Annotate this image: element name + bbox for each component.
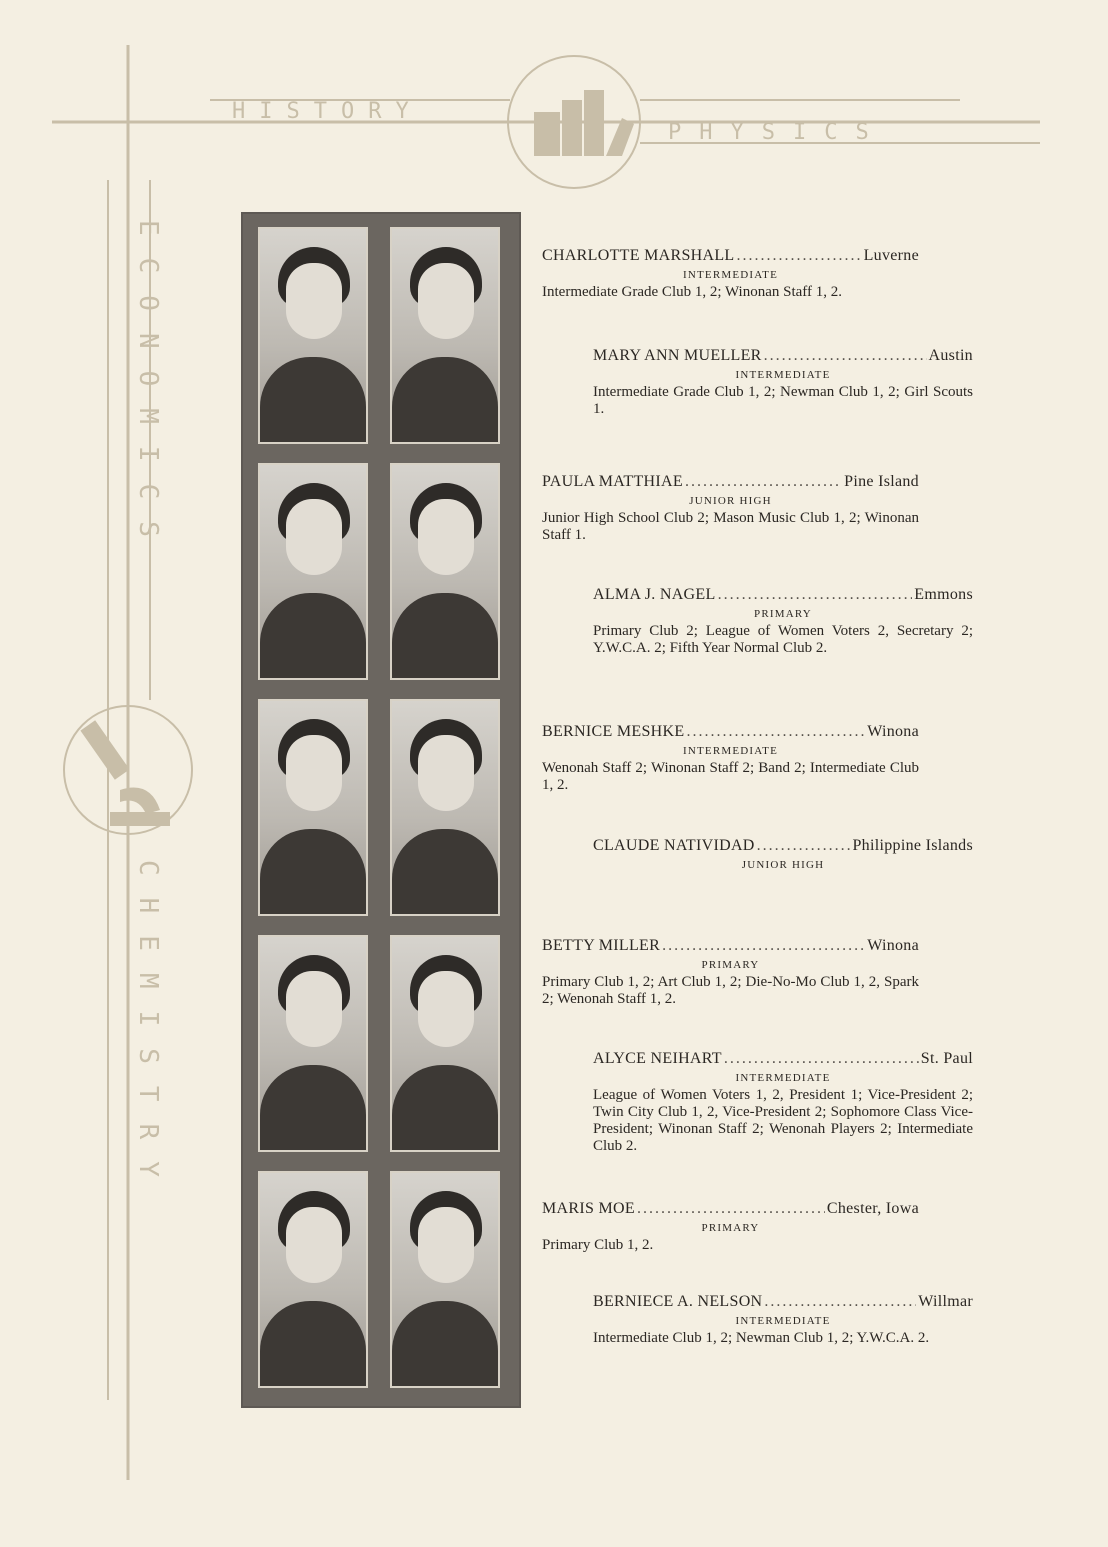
- student-name: CLAUDE NATIVIDAD: [593, 837, 755, 854]
- student-hometown: Pine Island: [844, 473, 919, 490]
- economics-label: ECONOMICS: [133, 220, 163, 559]
- student-entry: [542, 723, 919, 794]
- student-entry: [593, 586, 973, 657]
- portrait-claude-natividad: [390, 699, 500, 916]
- chemistry-label: CHEMISTRY: [133, 860, 163, 1199]
- student-entry: [542, 1200, 919, 1254]
- student-department: INTERMEDIATE: [735, 1315, 831, 1327]
- physics-label: PHYSICS: [668, 120, 887, 145]
- student-hometown: Winona: [867, 723, 919, 740]
- student-hometown: Emmons: [914, 586, 973, 603]
- student-entry: [542, 937, 919, 1008]
- student-entry: [542, 473, 919, 544]
- student-activities: Primary Club 1, 2; Art Club 1, 2; Die-No-Mo Club 1, 2, Spark 2; Wenonah Staff 1, 2.: [542, 974, 919, 1007]
- portrait-charlotte-marshall: [258, 227, 368, 444]
- student-department: INTERMEDIATE: [682, 745, 779, 757]
- student-activities: Intermediate Club 1, 2; Newman Club 1, 2; Y.W.C.A. 2.: [593, 1330, 930, 1346]
- student-department: JUNIOR HIGH: [689, 495, 772, 507]
- student-activities: Intermediate Grade Club 1, 2; Newman Club 1, 2; Girl Scouts 1.: [593, 384, 973, 417]
- student-activities: Primary Club 1, 2.: [542, 1237, 654, 1253]
- portrait-alyce-neihart: [390, 935, 500, 1152]
- student-name: CHARLOTTE MARSHALL: [542, 247, 735, 264]
- student-hometown: Chester, Iowa: [826, 1200, 919, 1217]
- student-department: INTERMEDIATE: [682, 269, 779, 281]
- portrait-paula-matthiae: [258, 463, 368, 680]
- student-name: PAULA MATTHIAE: [542, 473, 683, 490]
- student-entry: [593, 837, 973, 874]
- portrait-mary-ann-mueller: [390, 227, 500, 444]
- student-name: BETTY MILLER: [542, 937, 661, 954]
- student-hometown: St. Paul: [920, 1050, 973, 1067]
- history-label: HISTORY: [232, 99, 423, 124]
- student-hometown: Austin: [928, 347, 973, 364]
- student-department: INTERMEDIATE: [735, 1072, 831, 1084]
- student-activities: Primary Club 2; League of Women Voters 2, Secretary 2; Y.W.C.A. 2; Fifth Year Normal Club 2.: [593, 623, 973, 656]
- student-name: ALYCE NEIHART: [593, 1050, 722, 1067]
- portrait-bernice-meshke: [258, 699, 368, 916]
- student-department: JUNIOR HIGH: [741, 859, 825, 871]
- photo-panel: [241, 212, 521, 1408]
- student-activities: Intermediate Grade Club 1, 2; Winonan Staff 1, 2.: [542, 284, 843, 300]
- portrait-alma-j-nagel: [390, 463, 500, 680]
- student-name: MARIS MOE: [542, 1200, 635, 1217]
- student-department: PRIMARY: [701, 1222, 760, 1234]
- student-department: PRIMARY: [754, 608, 812, 620]
- student-entry: [593, 1293, 973, 1347]
- student-activities: League of Women Voters 1, 2, President 1; Vice-President 2; Twin City Club 1, 2, Vice-President 2; Sophomore Class Vice-President; Winonan Staff 2; Wenonah Players 2; Intermediate Club 2.: [593, 1087, 973, 1154]
- portrait-berniece-a-nelson: [390, 1171, 500, 1388]
- portrait-betty-miller: [258, 935, 368, 1152]
- student-hometown: Willmar: [918, 1293, 973, 1310]
- student-name: BERNIECE A. NELSON: [593, 1293, 763, 1310]
- student-department: INTERMEDIATE: [735, 369, 831, 381]
- student-activities: Junior High School Club 2; Mason Music Club 1, 2; Winonan Staff 1.: [542, 510, 919, 543]
- student-name: ALMA J. NAGEL: [593, 586, 716, 603]
- student-entry: [593, 347, 973, 418]
- microscope-icon: [80, 720, 170, 826]
- student-department: PRIMARY: [701, 959, 760, 971]
- student-name: MARY ANN MUELLER: [593, 347, 762, 364]
- student-activities: Wenonah Staff 2; Winonan Staff 2; Band 2; Intermediate Club 1, 2.: [542, 760, 919, 793]
- student-hometown: Winona: [867, 937, 919, 954]
- student-entry: [593, 1050, 973, 1155]
- student-hometown: Philippine Islands: [852, 837, 973, 854]
- student-hometown: Luverne: [863, 247, 919, 264]
- student-entry: [542, 247, 919, 301]
- portrait-maris-moe: [258, 1171, 368, 1388]
- student-name: BERNICE MESHKE: [542, 723, 685, 740]
